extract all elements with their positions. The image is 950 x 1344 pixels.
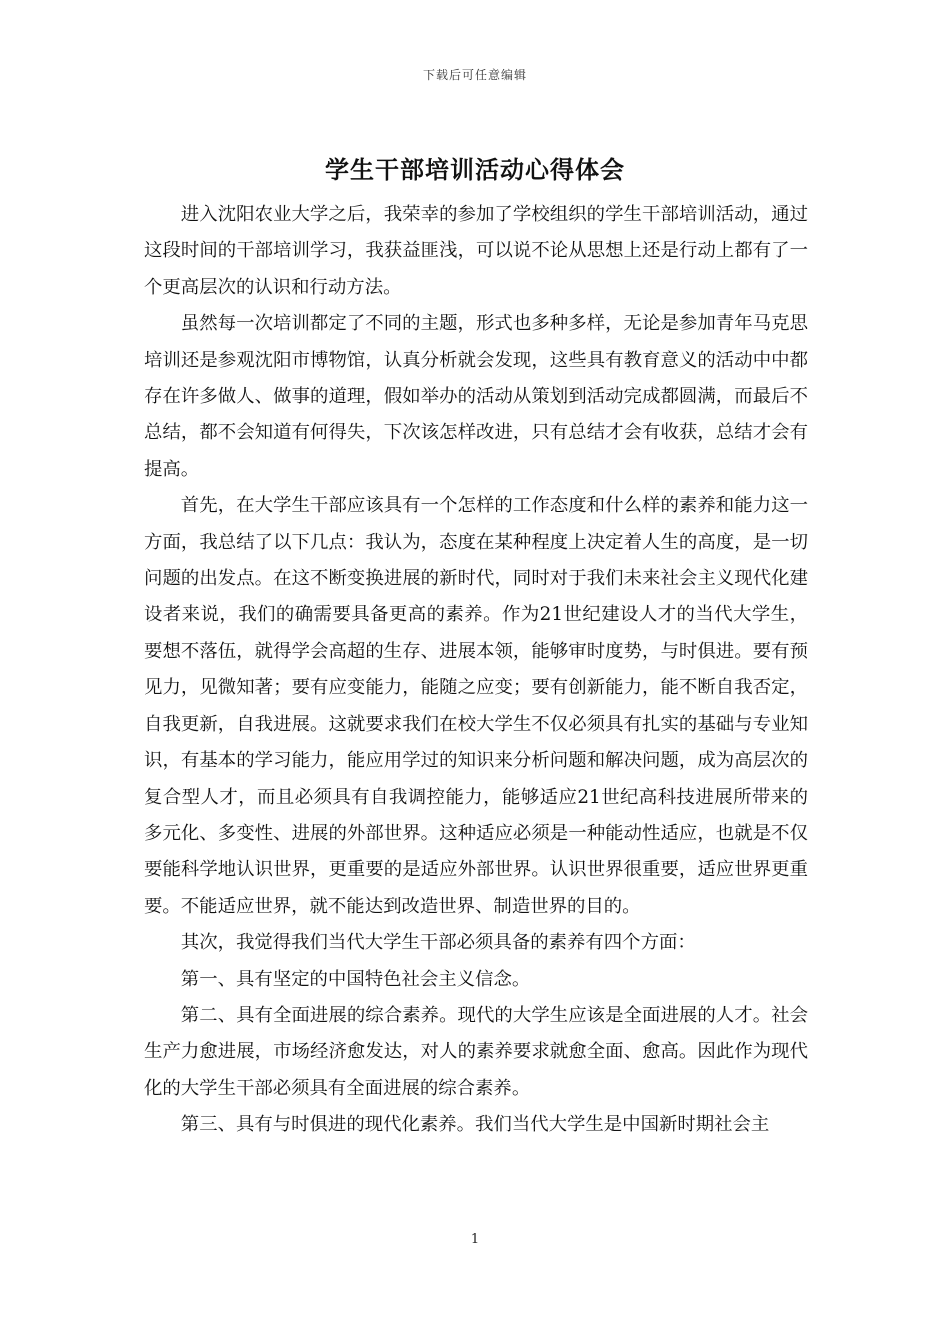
header-note: 下载后可任意编辑 — [422, 68, 527, 82]
document-title: 学生干部培训活动心得体会 — [325, 155, 625, 184]
paragraph: 第二、具有全面进展的综合素养。现代的大学生应该是全面进展的人才。社会生产力愈进展，市场经济愈发达，对人的素养要求就愈全面、愈高。因此作为现代化的大学生干部必须具有全面进展的综合素养。 — [144, 1004, 808, 1099]
paragraph: 进入沈阳农业大学之后，我荣幸的参加了学校组织的学生干部培训活动，通过这段时间的干部培训学习，我获益匪浅，可以说不论从思想上还是行动上都有了一个更高层次的认识和行动方法。 — [144, 204, 808, 298]
document-body — [144, 197, 808, 1144]
paragraph: 第一、具有坚定的中国特色社会主义信念。 — [180, 968, 531, 990]
paragraph: 第三、具有与时俱进的现代化素养。我们当代大学生是中国新时期社会主 — [180, 1114, 770, 1136]
paragraph: 首先，在大学生干部应该具有一个怎样的工作态度和什么样的素养和能力这一方面，我总结了以下几点：我认为，态度在某种程度上决定着人生的高度，是一切问题的出发点。在这不断变换进展的新时代，同时对于我们未来社会主义现代化建设者来说，我们的确需要具备更高的素养。作为21世纪建设人才的当代大学生，要想不落伍，就得学会高超的生存、进展本领，能够审时度势，与时俱进。要有预见力，见微知著；要有应变能力，能随之应变；要有创新能力，能不断自我否定，自我更新，自我进展。这就要求我们在校大学生不仅必须具有扎实的基础与专业知识，有基本的学习能力，能应用学过的知识来分析问题和解决问题，成为高层次的复合型人才，而且必须具有自我调控能力，能够适应21世纪高科技进展所带来的多元化、多变性、进展的外部世界。这种适应必须是一种能动性适应，也就是不仅要能科学地认识世界，更重要的是适应外部世界。认识世界很重要，适应世界更重要。不能适应世界，就不能达到改造世界、制造世界的目的。 — [144, 495, 808, 917]
paragraph: 其次，我觉得我们当代大学生干部必须具备的素养有四个方面： — [180, 932, 696, 954]
paragraph: 虽然每一次培训都定了不同的主题，形式也多种多样，无论是参加青年马克思培训还是参观沈阳市博物馆，认真分析就会发现，这些具有教育意义的活动中中都存在许多做人、做事的道理，假如举办的活动从策划到活动完成都圆满，而最后不总结，都不会知道有何得失，下次该怎样改进，只有总结才会有收获，总结才会有提高。 — [144, 313, 808, 480]
page-number: 1 — [470, 1232, 480, 1247]
